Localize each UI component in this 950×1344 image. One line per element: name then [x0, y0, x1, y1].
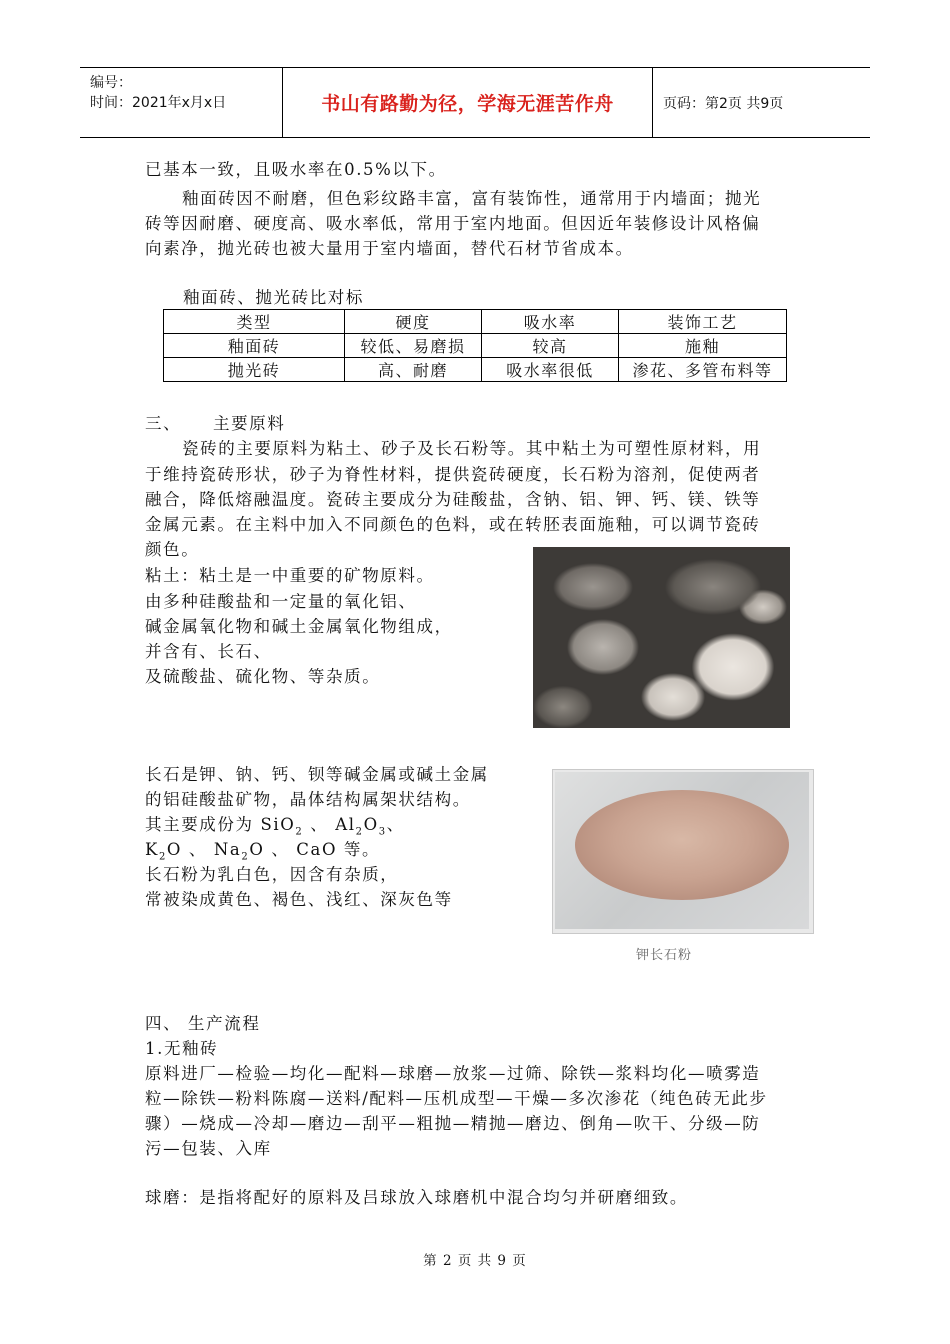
- table-header-cell: 吸水率: [482, 310, 619, 334]
- header-motto: [283, 68, 653, 137]
- section-3-line: 金属元素。在主料中加入不同颜色的色料，或在转胚表面施釉，可以调节瓷砖: [145, 515, 761, 534]
- table-cell: 高、耐磨: [345, 358, 482, 382]
- intro-paragraph-line: 釉面砖因不耐磨，但色彩纹路丰富，富有装饰性，通常用于内墙面；抛光: [182, 189, 762, 208]
- feldspar-text-line: 常被染成黄色、褐色、浅红、深灰色等: [145, 890, 453, 909]
- section-4-subheading: 1.无釉砖: [145, 1039, 219, 1058]
- clay-text-line: 并含有、长石、: [145, 642, 272, 661]
- intro-paragraph-line: 砖等因耐磨、硬度高、吸水率低，常用于室内地面。但因近年装修设计风格偏: [145, 214, 761, 233]
- motto-text: 书山有路勤为径，学海无涯苦作舟: [321, 93, 614, 115]
- table-row: [164, 334, 787, 358]
- table-cell: 较低、易磨损: [345, 334, 482, 358]
- table-header-cell: 装饰工艺: [619, 310, 787, 334]
- clay-text-line: 由多种硅酸盐和一定量的氧化铝、: [145, 592, 417, 611]
- section-4-heading: 四、 生产流程: [145, 1014, 261, 1033]
- section-3-title: 主要原料: [213, 414, 286, 433]
- table-cell: 抛光砖: [164, 358, 345, 382]
- section-3-line: 颜色。: [145, 540, 200, 559]
- feldspar-composition-line: $K_2O$ 、 $Na_2O$ 、 CaO 等。: [145, 840, 381, 863]
- table-caption: 釉面砖、抛光砖比对标: [183, 288, 364, 307]
- page-header: [80, 67, 870, 138]
- process-flow-line: 粒—除铁—粉料陈腐—送料/配料—压机成型—干燥—多次渗花（纯色砖无此步: [145, 1089, 768, 1108]
- section-3-line: 融合，降低熔融温度。瓷砖主要成分为硅酸盐，含钠、铝、钾、钙、镁、铁等: [145, 490, 761, 509]
- feldspar-text-line: 的铝硅酸盐矿物，晶体结构属架状结构。: [145, 790, 471, 809]
- process-flow-line: 原料进厂—检验—均化—配料—球磨—放浆—过筛、除铁—浆料均化—喷雾造: [145, 1064, 761, 1083]
- page-footer: 第 2 页 共 9 页: [423, 1253, 527, 1269]
- comparison-table: [163, 309, 787, 382]
- header-page-number: 页码：第2页 共9页: [663, 95, 784, 112]
- table-cell: 施釉: [619, 334, 787, 358]
- table-row: [164, 358, 787, 382]
- feldspar-powder-photo: [555, 772, 809, 929]
- table-cell: 釉面砖: [164, 334, 345, 358]
- ball-mill-definition: 球磨：是指将配好的原料及吕球放入球磨机中混合均匀并研磨细致。: [145, 1188, 688, 1207]
- intro-paragraph-line: 向素净，抛光砖也被大量用于室内墙面，替代石材节省成本。: [145, 239, 634, 258]
- feldspar-photo-caption: 钾长石粉: [636, 948, 693, 963]
- feldspar-composition-line: 其主要成份为 SiO$_2$ 、 $Al_2O_3$、: [145, 815, 405, 838]
- table-cell: 吸水率很低: [482, 358, 619, 382]
- clay-photo: [533, 547, 790, 728]
- table-header-cell: 类型: [164, 310, 345, 334]
- section-3-line: 于维持瓷砖形状，砂子为脊性材料，提供瓷砖硬度，长石粉为溶剂，促使两者: [145, 465, 761, 484]
- table-cell: 较高: [482, 334, 619, 358]
- feldspar-text-line: 长石是钾、钠、钙、钡等碱金属或碱土金属: [145, 765, 489, 784]
- clay-text-line: 粘土：粘土是一中重要的矿物原料。: [145, 566, 435, 585]
- section-3-number: 三、: [145, 414, 182, 433]
- section-3-line: 瓷砖的主要原料为粘土、砂子及长石粉等。其中粘土为可塑性原材料，用: [182, 439, 762, 458]
- document-number: 编号：: [90, 75, 132, 91]
- table-cell: 渗花、多管布料等: [619, 358, 787, 382]
- header-meta: [80, 68, 283, 137]
- process-flow-line: 骤）—烧成—冷却—磨边—刮平—粗抛—精抛—磨边、倒角—吹干、分级—防: [145, 1114, 761, 1133]
- table-header-cell: 硬度: [345, 310, 482, 334]
- table-header-row: [164, 310, 787, 334]
- document-date: 时间：2021年x月x日: [90, 95, 227, 111]
- clay-text-line: 碱金属氧化物和碱土金属氧化物组成，: [145, 617, 453, 636]
- intro-line: 已基本一致，且吸水率在0.5%以下。: [145, 160, 447, 179]
- clay-text-line: 及硫酸盐、硫化物、等杂质。: [145, 667, 381, 686]
- process-flow-line: 污—包装、入库: [145, 1139, 272, 1158]
- feldspar-text-line: 长石粉为乳白色，因含有杂质，: [145, 865, 399, 884]
- powder-pile: [575, 790, 789, 900]
